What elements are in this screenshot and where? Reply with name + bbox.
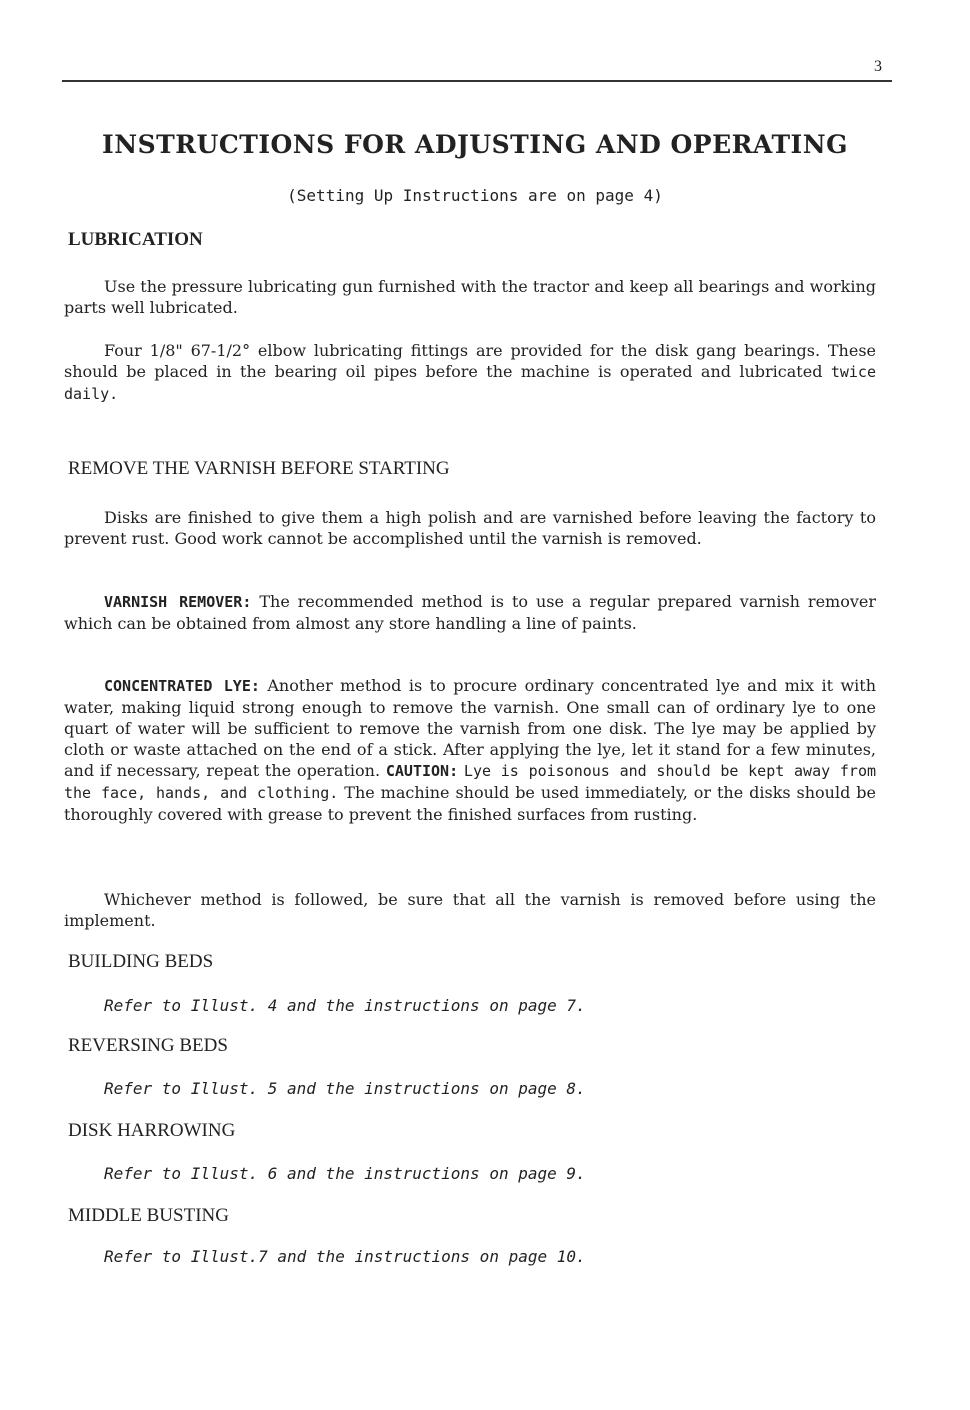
concentrated-lye-paragraph — [64, 675, 876, 825]
middle-busting-reference: Refer to Illust.7 and the instructions on page 10. — [104, 1247, 586, 1266]
concentrated-lye-text: Another method is to procure ordinary concentrated lye and mix it with water, making liquid strong enough to remove the varnish. One small can of ordinary lye to one quart of water will be sufficient to remove the varnish from one disk. The lye may be applied by cloth or waste attached on the end of a stick. After applying the lye, let it stand for a few minutes, and if necessary, repeat the operation. — [64, 676, 877, 780]
page-number: 3 — [874, 58, 882, 75]
header-rule — [62, 80, 892, 82]
concentrated-lye-tail: The machine should be used immediately, or the disks should be thoroughly covered with grease to prevent the finished surfaces from rusting. — [64, 783, 876, 824]
caution-label: CAUTION: — [385, 762, 459, 780]
heading-reversing-beds: REVERSING BEDS — [68, 1035, 228, 1056]
varnish-final-text: Whichever method is followed, be sure that all the varnish is removed before using the implement. — [64, 890, 876, 930]
reversing-beds-reference: Refer to Illust. 5 and the instructions on page 8. — [104, 1079, 586, 1098]
lubrication-p2-emphasis: twice daily. — [64, 363, 876, 403]
lubrication-p1-text: Use the pressure lubricating gun furnished with the tractor and keep all bearings and working parts well lubricated. — [64, 277, 876, 317]
varnish-remover-paragraph — [64, 591, 876, 634]
lubrication-paragraph-1 — [64, 276, 876, 318]
heading-building-beds: BUILDING BEDS — [68, 951, 214, 972]
heading-remove-varnish: REMOVE THE VARNISH BEFORE STARTING — [68, 458, 450, 479]
lubrication-p2-text: Four 1/8" 67-1/2° elbow lubricating fittings are provided for the disk gang bearings. These should be placed in the bearing oil pipes before the machine is operated and lubricated — [64, 341, 876, 381]
page-subtitle: (Setting Up Instructions are on page 4) — [287, 186, 663, 205]
varnish-final-paragraph — [64, 889, 876, 931]
disk-harrowing-reference: Refer to Illust. 6 and the instructions on page 9. — [104, 1164, 586, 1183]
heading-lubrication: LUBRICATION — [68, 229, 203, 250]
page-title: INSTRUCTIONS FOR ADJUSTING AND OPERATING — [102, 130, 848, 159]
building-beds-reference: Refer to Illust. 4 and the instructions on page 7. — [104, 996, 586, 1015]
varnish-remover-text: The recommended method is to use a regular prepared varnish remover which can be obtained from almost any store handling a line of paints. — [64, 592, 877, 633]
heading-disk-harrowing: DISK HARROWING — [68, 1120, 236, 1141]
varnish-p1-text: Disks are finished to give them a high polish and are varnished before leaving the factory to prevent rust. Good work cannot be accomplished until the varnish is removed. — [64, 508, 876, 548]
lubrication-paragraph-2 — [64, 340, 876, 405]
varnish-paragraph-1 — [64, 507, 876, 549]
varnish-remover-label: VARNISH REMOVER: — [104, 593, 252, 611]
heading-middle-busting: MIDDLE BUSTING — [68, 1205, 229, 1226]
caution-text: Lye is poisonous and should be kept away from the face, hands, and clothing. — [64, 762, 877, 802]
concentrated-lye-label: CONCENTRATED LYE: — [104, 677, 260, 695]
